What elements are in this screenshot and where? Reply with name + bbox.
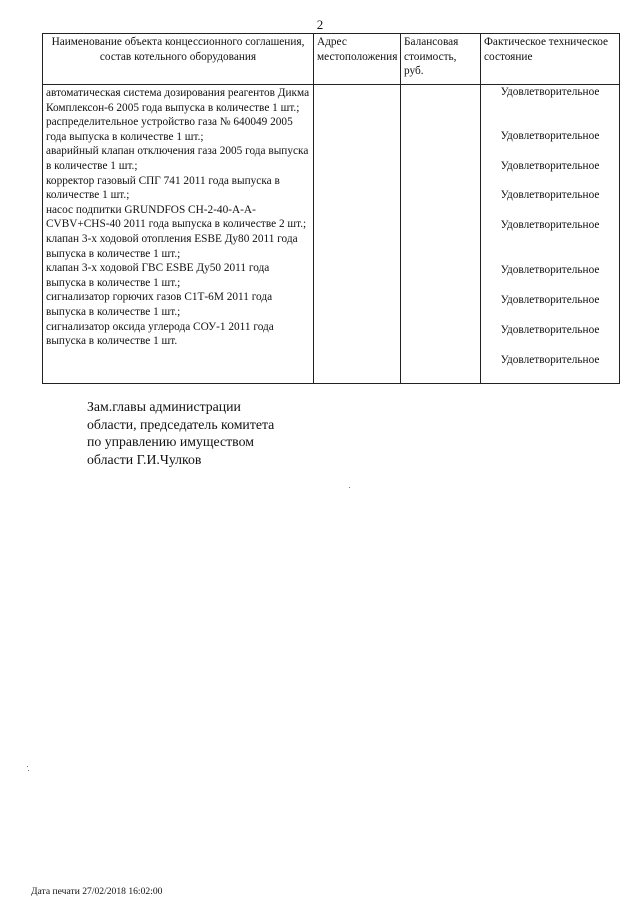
object-list-cell (43, 85, 314, 384)
object-item: клапан 3-х ходовой отопления ESBE Ду80 2011 года выпуска в количестве 1 шт.; (46, 232, 298, 260)
signature-line: по управлению имуществом (87, 434, 254, 449)
technical-state-value: Удовлетворительное (500, 324, 600, 336)
table-row (43, 85, 620, 384)
scan-speck (349, 487, 350, 488)
scan-speck (28, 770, 29, 771)
technical-state-value: Удовлетворительное (500, 264, 600, 276)
header-object-name: Наименование объекта концессионного соглашения, состав котельного оборудования (43, 34, 314, 85)
object-item: аварийный клапан отключения газа 2005 года выпуска в количестве 1 шт.; (46, 145, 309, 172)
technical-state-cell (481, 85, 620, 384)
object-item: распределительное устройство газа № 640049 2005 года выпуска в количестве 1 шт.; (46, 116, 293, 143)
technical-state-value: Удовлетворительное (500, 354, 600, 366)
object-item: сигнализатор горючих газов С1Т-6М 2011 года выпуска в количестве 1 шт.; (46, 291, 273, 318)
technical-state-value: Удовлетворительное (500, 160, 600, 172)
technical-state-value: Удовлетворительное (500, 86, 600, 98)
header-address: Адрес местоположения (314, 34, 401, 85)
signature-line: области, председатель комитета (87, 416, 275, 432)
object-item: сигнализатор оксида углерода СОУ-1 2011 года выпуска в количестве 1 шт. (46, 320, 274, 348)
header-balance-value: Балансовая стоимость, руб. (401, 34, 481, 85)
technical-state-value: Удовлетворительное (500, 219, 600, 231)
object-item: автоматическая система дозирования реагентов Дикма Комплексон-6 2005 года выпуска в количестве 1 шт.; (46, 87, 310, 114)
address-cell (314, 85, 401, 384)
page-number: 2 (316, 17, 324, 32)
signature-block (87, 398, 274, 468)
concession-table (42, 33, 620, 384)
technical-state-value: Удовлетворительное (500, 130, 600, 142)
scan-speck (27, 766, 28, 767)
header-technical-state: Фактическое техническое состояние (481, 34, 620, 85)
signature-line: области Г.И.Чулков (87, 451, 202, 467)
object-item: корректор газовый СПГ 741 2011 года выпуска в количестве 1 шт.; (46, 174, 280, 202)
technical-state-value: Удовлетворительное (500, 189, 600, 201)
technical-state-value: Удовлетворительное (500, 294, 600, 306)
balance-value-cell (401, 85, 481, 384)
object-item: насос подпитки GRUNDFOS CH-2-40-A-A-CVBV+CHS-40 2011 года выпуска в количестве 2 шт.; (46, 203, 307, 231)
print-date: Дата печати 27/02/2018 16:02:00 (31, 886, 163, 897)
signature-line: Зам.главы администрации (87, 399, 241, 414)
table-header-row (43, 34, 620, 85)
object-item: клапан 3-х ходовой ГВС ESBE Ду50 2011 года выпуска в количестве 1 шт.; (46, 262, 270, 289)
